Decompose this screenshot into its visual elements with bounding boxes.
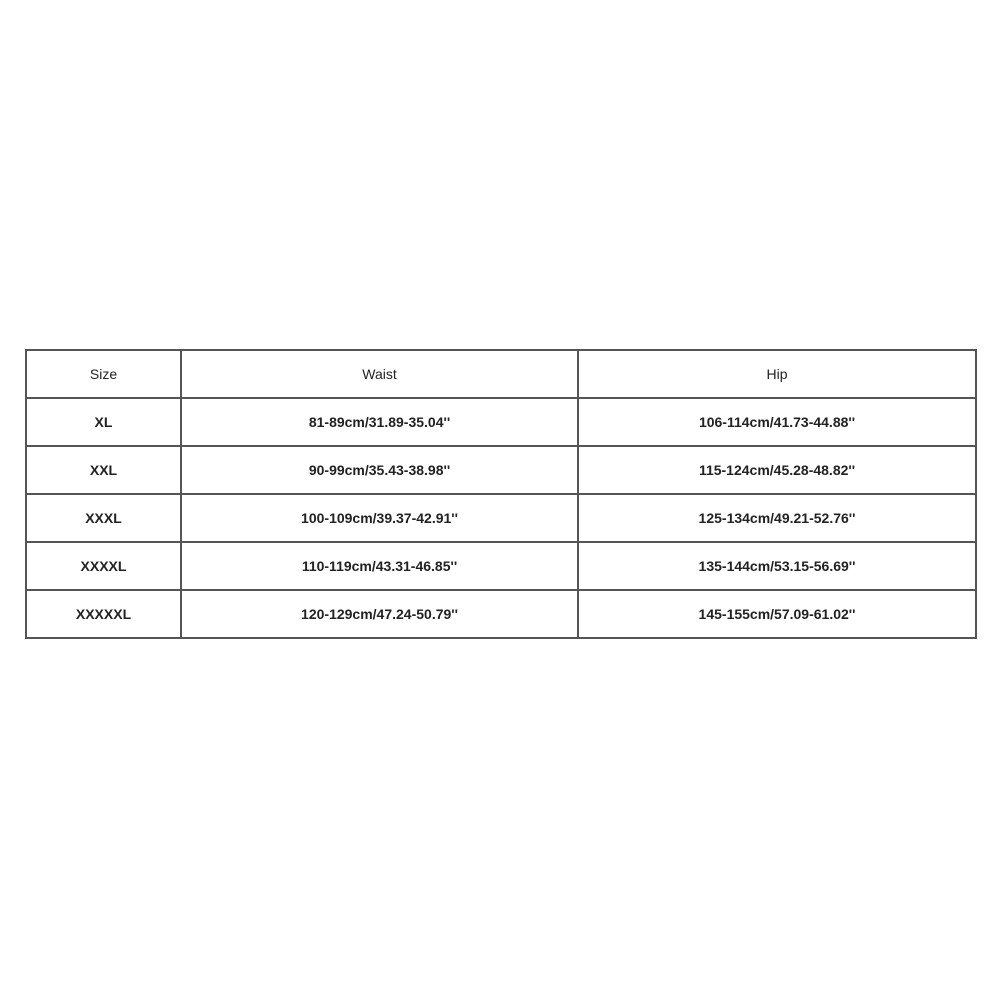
- hip-cell: 145-155cm/57.09-61.02'': [578, 590, 976, 638]
- waist-cell: 110-119cm/43.31-46.85'': [181, 542, 578, 590]
- waist-cell: 100-109cm/39.37-42.91'': [181, 494, 578, 542]
- waist-cell: 81-89cm/31.89-35.04'': [181, 398, 578, 446]
- table-row: [26, 446, 976, 494]
- table-row: [26, 494, 976, 542]
- header-waist: Waist: [181, 350, 578, 398]
- size-cell: XXXXL: [26, 542, 181, 590]
- hip-cell: 115-124cm/45.28-48.82'': [578, 446, 976, 494]
- waist-cell: 90-99cm/35.43-38.98'': [181, 446, 578, 494]
- header-hip: Hip: [578, 350, 976, 398]
- size-chart-table: [25, 349, 977, 639]
- size-cell: XL: [26, 398, 181, 446]
- size-cell: XXXXXL: [26, 590, 181, 638]
- hip-cell: 106-114cm/41.73-44.88'': [578, 398, 976, 446]
- header-row: [26, 350, 976, 398]
- table-row: [26, 398, 976, 446]
- size-cell: XXXL: [26, 494, 181, 542]
- table-row: [26, 542, 976, 590]
- size-cell: XXL: [26, 446, 181, 494]
- hip-cell: 135-144cm/53.15-56.69'': [578, 542, 976, 590]
- table-row: [26, 590, 976, 638]
- header-size: Size: [26, 350, 181, 398]
- hip-cell: 125-134cm/49.21-52.76'': [578, 494, 976, 542]
- waist-cell: 120-129cm/47.24-50.79'': [181, 590, 578, 638]
